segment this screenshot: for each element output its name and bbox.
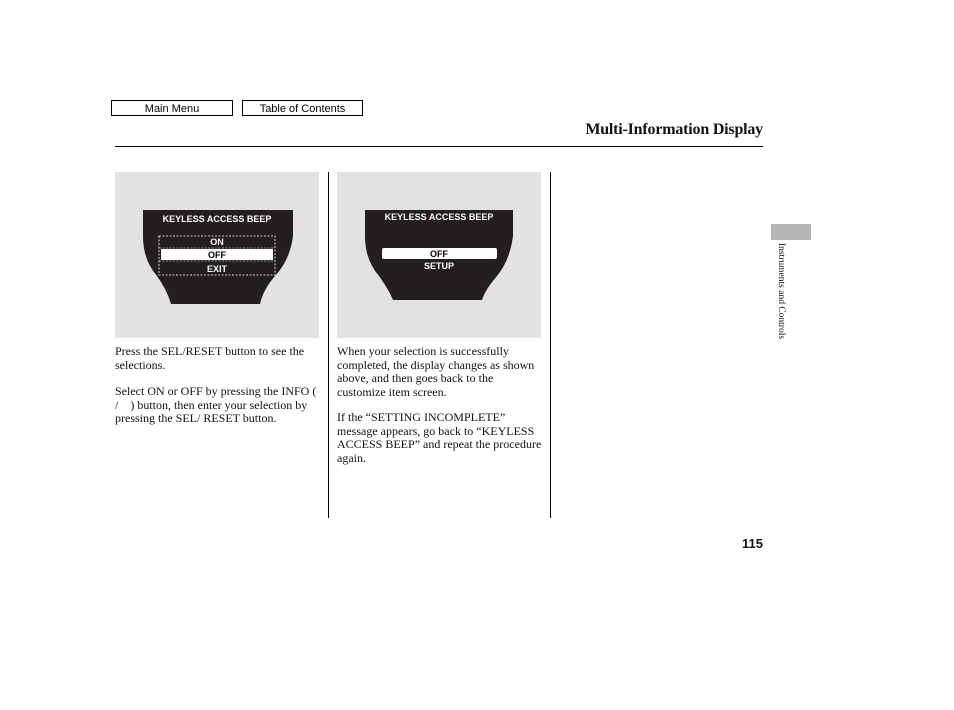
display-figure-1 [115,172,319,338]
display-option-exit: EXIT [206,264,228,274]
result-paragraph-2: If the “SETTING INCOMPLETE” message appears, go back to “KEYLESS ACCESS BEEP” and repeat the procedure again. [337,410,542,465]
lcd-display-1 [115,172,319,338]
instruction-paragraph-2: Select ON or OFF by pressing the INFO ( / ) button, then enter your selection by pressing the SEL/ RESET button. [115,384,329,425]
display-option-off-selected: OFF [208,250,226,260]
lcd-display-2 [337,172,541,338]
title-divider [115,146,763,147]
display-heading: KEYLESS ACCESS BEEP [384,212,494,222]
instruction-paragraph-1: Press the SEL/RESET button to see the selections. [115,344,305,372]
result-paragraph-1: When your selection is successfully completed, the display changes as shown above, and then goes back to the customize item screen. [337,344,535,399]
display-option-off-selected: OFF [430,249,448,259]
display-option-on: ON [210,237,224,247]
column-divider-1 [328,172,329,518]
display-figure-2 [337,172,541,338]
column-divider-2 [550,172,551,518]
display-heading: KEYLESS ACCESS BEEP [162,214,272,224]
page-number: 115 [742,536,763,551]
section-label: Instruments and Controls [776,243,786,340]
main-menu-button[interactable]: Main Menu [111,100,233,116]
display-option-setup: SETUP [423,261,455,271]
table-of-contents-button[interactable]: Table of Contents [242,100,363,116]
section-tab-marker [771,224,811,240]
page-title: Multi-Information Display [585,121,763,138]
